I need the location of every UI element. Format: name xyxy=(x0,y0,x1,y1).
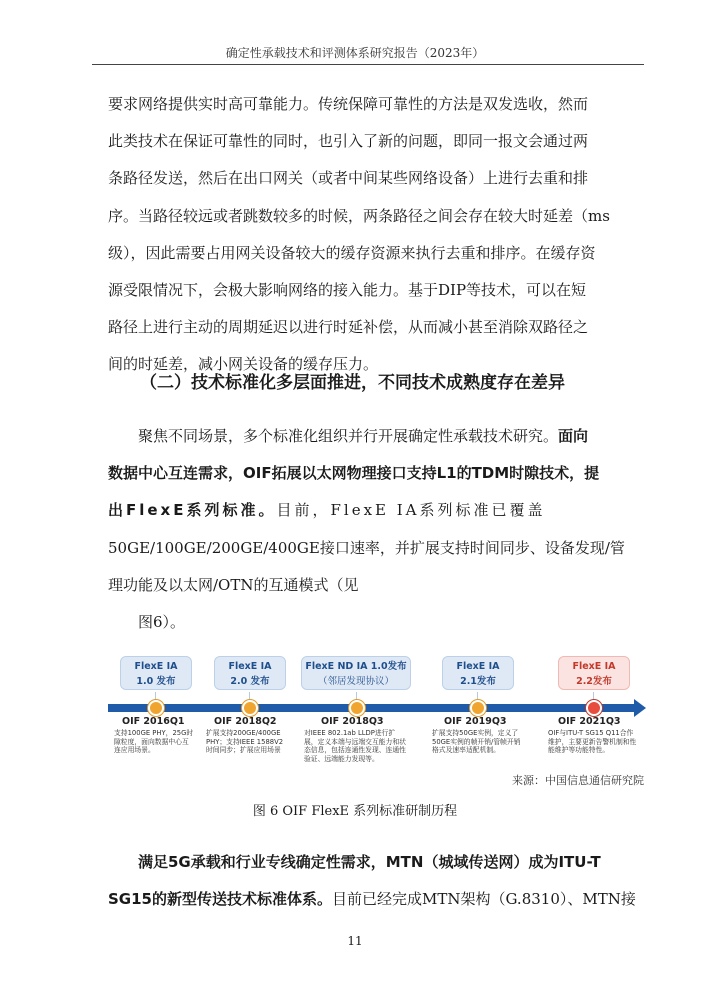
milestone-dot-icon xyxy=(349,700,365,716)
timeline-arrow-icon xyxy=(634,699,646,717)
plain-text: 聚焦不同场景，多个标准化组织并行开展确定性承载技术研究。 xyxy=(138,427,559,445)
section-title: （二）技术标准化多层面推进，不同技术成熟度存在差异 xyxy=(140,373,565,393)
milestone-desc: 对IEEE 802.1ab LLDP进行扩展，定义本端与远端交互能力和状态信息，包括连通性发现、连通性验证、远端能力发现等。 xyxy=(304,729,406,763)
milestone-title: FlexE IA xyxy=(228,661,272,672)
paragraph-line: 级），因此需要占用网关设备较大的缓存资源来执行去重和排序。在缓存资 xyxy=(108,243,596,262)
milestone-label xyxy=(214,656,286,690)
paragraph-line: 序。当路径较远或者跳数较多的时候，两条路径之间会存在较大时延差（ms xyxy=(108,206,610,225)
milestone-date: OIF 2018Q2 xyxy=(214,716,277,727)
milestone-sub: 1.0 发布 xyxy=(136,676,176,687)
milestone-label xyxy=(558,656,630,690)
figure-source: 来源：中国信息通信研究院 xyxy=(512,774,644,787)
paragraph-3 xyxy=(108,844,642,918)
paragraph-line xyxy=(108,881,642,918)
milestone-title: FlexE IA xyxy=(134,661,178,672)
page-header: 确定性承载技术和评测体系研究报告（2023年） xyxy=(225,46,485,60)
paragraph-line: 此类技术在保证可靠性的同时，也引入了新的问题，即同一报文会通过两 xyxy=(108,132,589,151)
paragraph-line: 路径上进行主动的周期延迟以进行时延补偿，从而减小甚至消除双路径之 xyxy=(108,318,589,337)
flexe-timeline-figure xyxy=(108,650,644,770)
paragraph-2 xyxy=(108,418,642,641)
milestone-dot-icon xyxy=(586,700,602,716)
milestone-title: FlexE IA xyxy=(572,661,616,672)
milestone-date: OIF 2021Q3 xyxy=(558,716,621,727)
page-number: 11 xyxy=(347,934,363,948)
plain-text: 目前，FlexE IA系列标准已覆盖 xyxy=(276,501,546,520)
milestone-date: OIF 2016Q1 xyxy=(122,716,185,727)
milestone-dot-icon xyxy=(470,700,486,716)
milestone-desc: OIF与ITU-T SG15 Q11合作维护，主要更新告警机制和性能维护等功能特性。 xyxy=(548,729,637,755)
header-rule xyxy=(92,64,644,65)
paragraph-line-bold: 数据中心互连需求，OIF拓展以太网物理接口支持L1的TDM时隙技术，提 xyxy=(108,464,600,483)
paragraph-line: 间的时延差，减小网关设备的缓存压力。 xyxy=(108,355,379,374)
paragraph-line xyxy=(108,492,642,529)
timeline-bar xyxy=(108,704,636,712)
milestone-date: OIF 2019Q3 xyxy=(444,716,507,727)
plain-text: 目前已经完成MTN架构（G.8310）、MTN接 xyxy=(332,890,636,909)
milestone-sub: 2.1发布 xyxy=(460,676,496,687)
milestone-dot-icon xyxy=(148,700,164,716)
milestone-label xyxy=(442,656,514,690)
paragraph-1 xyxy=(108,86,642,384)
paragraph-line: 要求网络提供实时高可靠能力。传统保障可靠性的方法是双发选收，然而 xyxy=(108,95,589,113)
milestone-date: OIF 2018Q3 xyxy=(321,716,384,727)
paragraph-line: 条路径发送，然后在出口网关（或者中间某些网络设备）上进行去重和排 xyxy=(108,169,589,188)
paragraph-line xyxy=(108,418,642,455)
milestone-desc: 支持100GE PHY，25G时隙粒度，面向数据中心互连应用场景。 xyxy=(114,729,194,755)
milestone-sub: 2.2发布 xyxy=(576,676,612,687)
milestone-label xyxy=(301,656,411,690)
milestone-title: FlexE IA xyxy=(456,661,500,672)
paragraph-line-bold: 满足5G承载和行业专线确定性需求，MTN（城域传送网）成为ITU-T xyxy=(138,853,601,871)
paragraph-line: 50GE/100GE/200GE/400GE接口速率，并扩展支持时间同步、设备发现/管 xyxy=(108,538,625,557)
paragraph-line: 源受限情况下，会极大影响网络的接入能力。基于DIP等技术，可以在短 xyxy=(108,281,587,300)
milestone-desc: 扩展支持50GE实例，定义了50GE实例的帧开销/管帧开销格式及速率适配机制。 xyxy=(432,729,521,755)
bold-text: SG15的新型传送技术标准体系。 xyxy=(108,890,332,909)
paragraph-line: 理功能及以太网/OTN的互通模式（见 xyxy=(108,575,359,594)
milestone-desc: 扩展支持200GE/400GE PHY；支持IEEE 1588V2时间同步；扩展应用场景 xyxy=(206,729,284,755)
milestone-label xyxy=(120,656,192,690)
milestone-dot-icon xyxy=(242,700,258,716)
paragraph-line: 图6）。 xyxy=(138,613,186,632)
milestone-sub: 2.0 发布 xyxy=(230,676,270,687)
milestone-title: FlexE ND IA 1.0发布 xyxy=(305,661,407,672)
bold-text: 面向 xyxy=(558,427,589,445)
milestone-sub: （邻居发现协议） xyxy=(317,676,394,687)
figure-caption: 图 6 OIF FlexE 系列标准研制历程 xyxy=(252,804,458,819)
bold-text: 出FlexE系列标准。 xyxy=(108,501,277,520)
